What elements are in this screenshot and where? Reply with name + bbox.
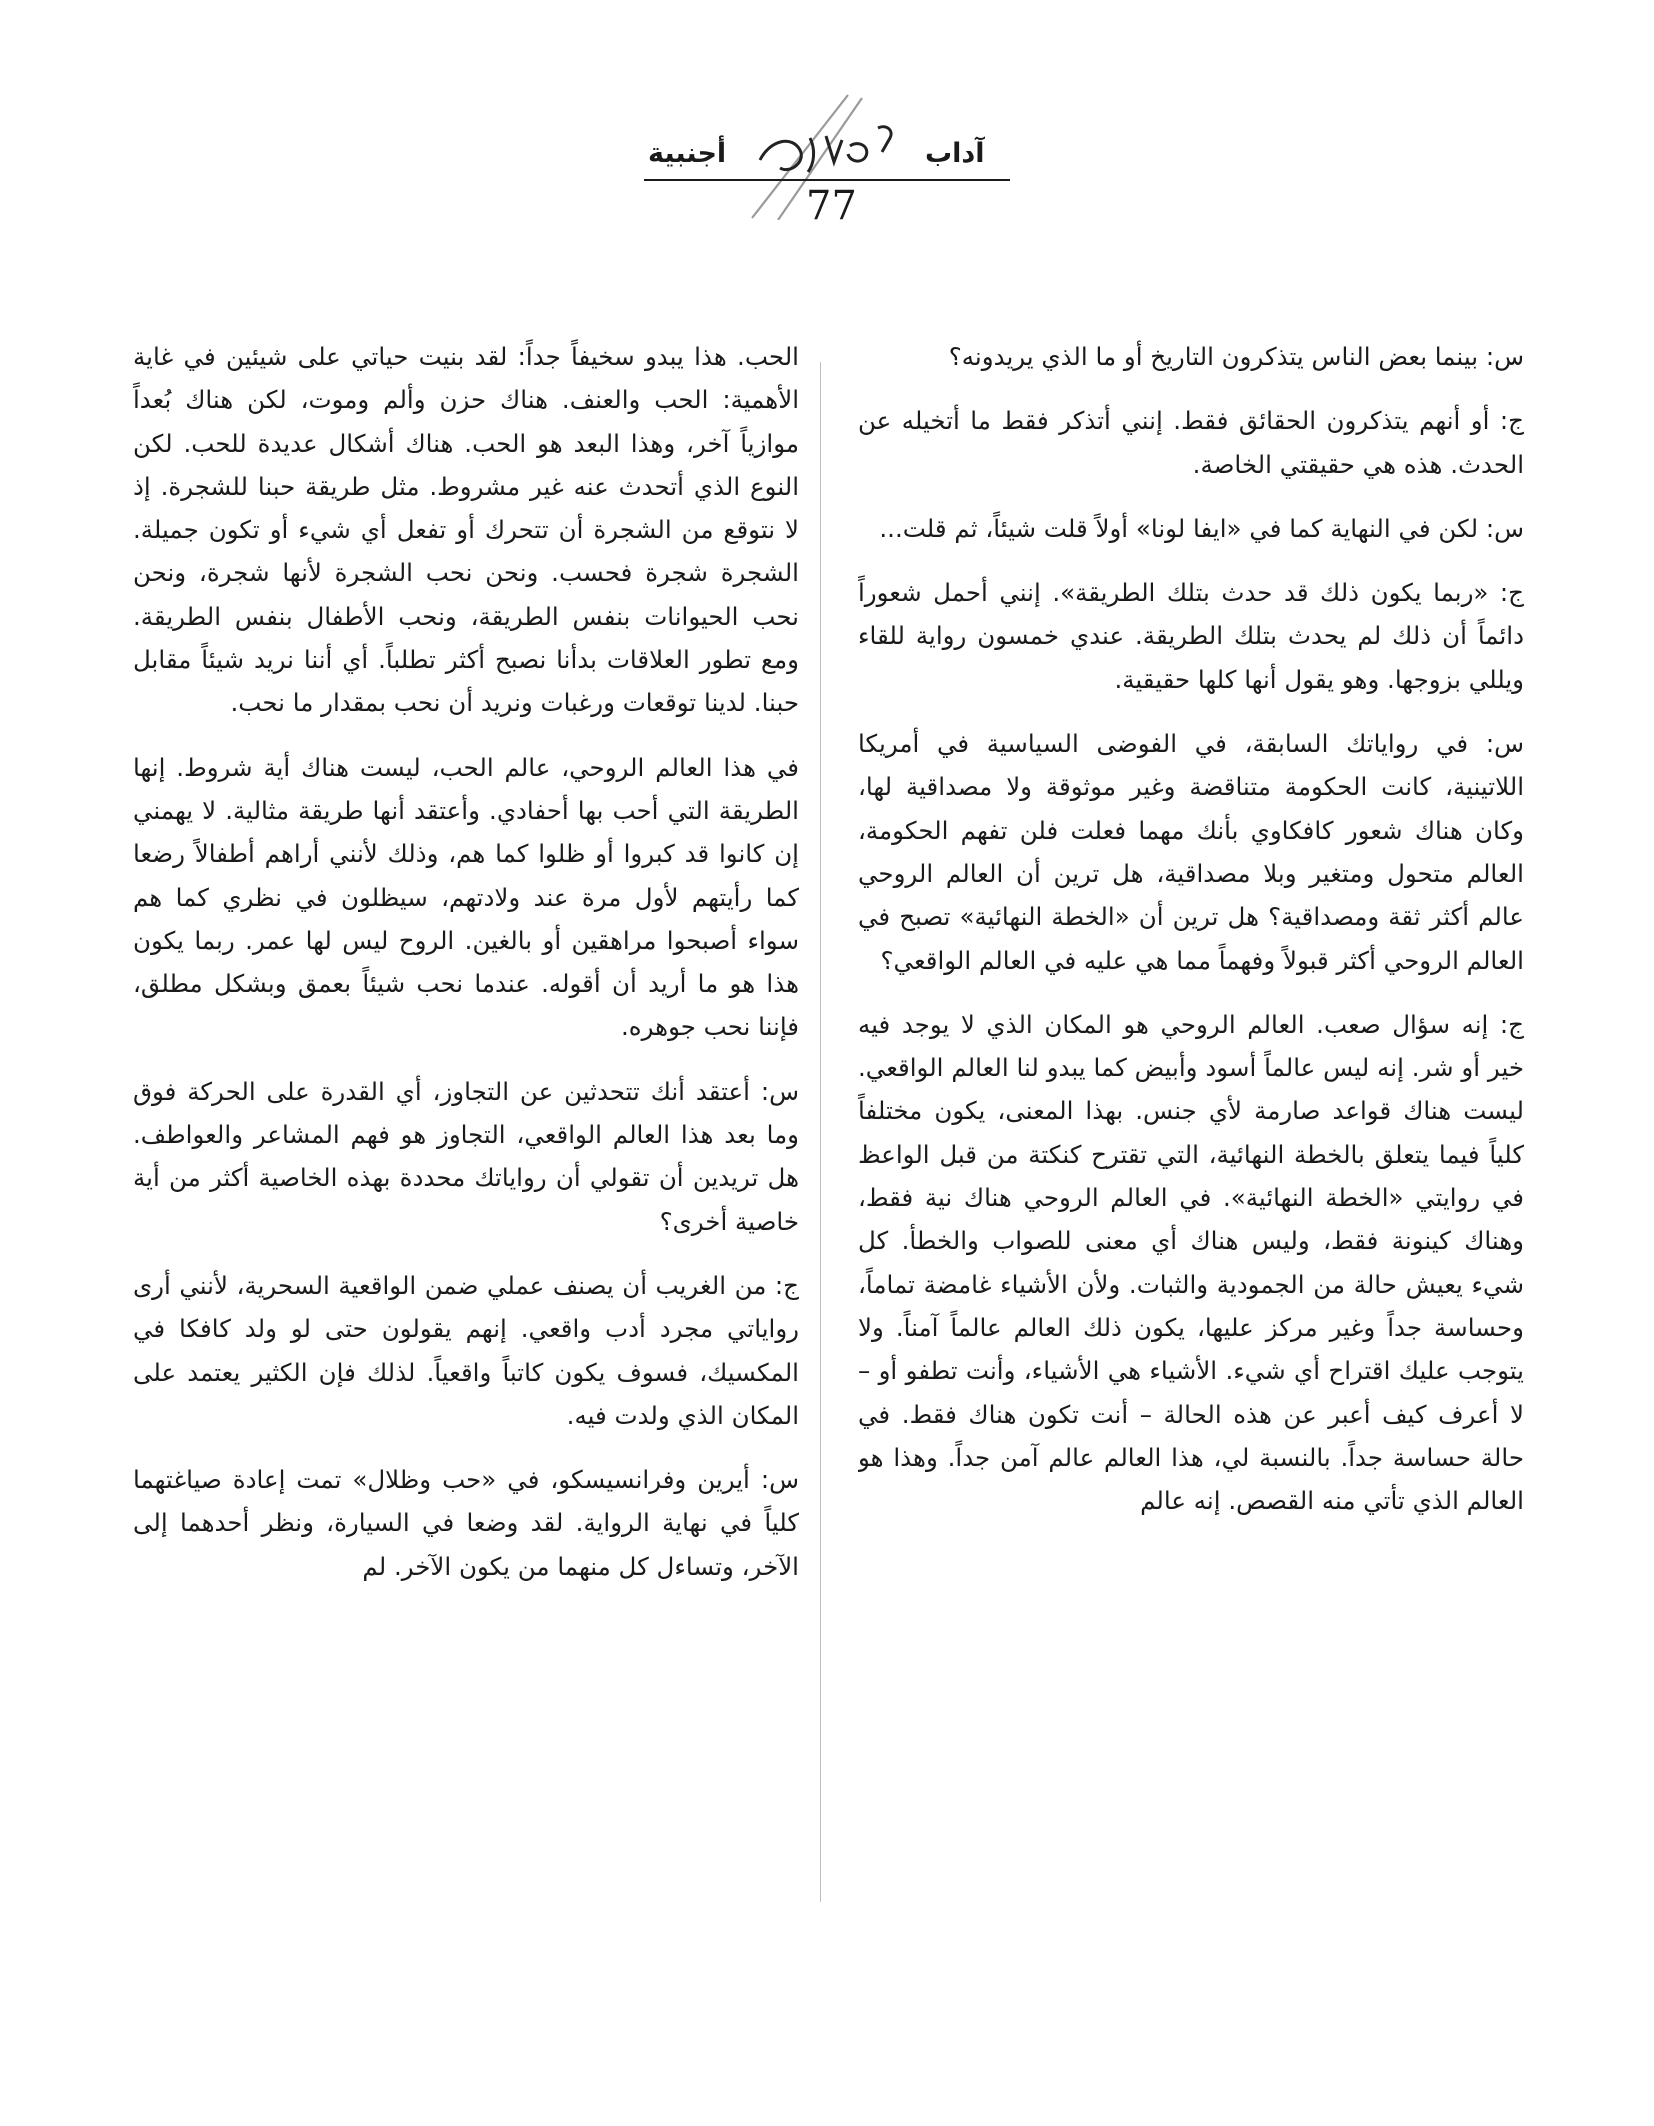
- page-number: 77: [806, 183, 857, 229]
- paragraph: الحب. هذا يبدو سخيفاً جداً: لقد بنيت حياتي على شيئين في غاية الأهمية: الحب والعنف. هناك حزن وألم وموت، لكن هناك بُعداً موازياً آخر، وهذا البعد هو الحب. هناك أشكال عديدة للحب. لكن النوع الذي أتحدث عنه غير مشروط. مثل طريقة حبنا للشجرة. إذ لا نتوقع من الشجرة أن تتحرك أو تفعل أي شيء أو تكون جميلة. الشجرة شجرة فحسب. ونحن نحب الشجرة لأنها شجرة، ونحن نحب الحيوانات بنفس الطريقة، ونحب الأطفال بنفس الطريقة. ومع تطور العلاقات بدأنا نصبح أكثر تطلباً. أي أننا نريد شيئاً مقابل حبنا. لدينا توقعات ورغبات ونريد أن نحب بمقدار ما نحب.: [133, 342, 799, 718]
- column-divider: [820, 362, 821, 1902]
- paragraph: ج: إنه سؤال صعب. العالم الروحي هو المكان الذي لا يوجد فيه خير أو شر. إنه ليس عالماً أسود وأبيض كما يبدو لنا العالم الواقعي. ليست هناك قواعد صارمة لأي جنس. بهذا المعنى، يكون مختلفاً كلياً فيما يتعلق بالخطة النهائية، التي تقترح كنكتة من قبل الواعظ في روايتي «الخطة النهائية». في العالم الروحي هناك نية فقط، وهناك كينونة فقط، وليس هناك أي معنى للصواب والخطأ. كل شيء يعيش حالة من الجمودية والثبات. ولأن الأشياء غامضة تماماً، وحساسة جداً وغير مركز عليها، يكون ذلك العالم عالماً آمناً. ولا يتوجب عليك اقتراح أي شيء. الأشياء هي الأشياء، وأنت تطفو أو – لا أعرف كيف أعبر عن هذه الحالة – أنت تكون هناك فقط. في حالة حساسة جداً. بالنسبة لي، هذا العالم عالم آمن جداً. وهذا هو العالم الذي تأتي منه القصص. إنه عالم: [858, 1009, 1524, 1516]
- paragraph: س: في رواياتك السابقة، في الفوضى السياسية في أمريكا اللاتينية، كانت الحكومة متناقضة وغير موثوقة ولا مصداقية لها، وكان هناك شعور كافكاوي بأنك مهما فعلت فلن تفهم الحكومة، العالم متحول ومتغير وبلا مصداقية، هل ترين أن العالم الروحي عالم أكثر ثقة ومصداقية؟ هل ترين أن «الخطة النهائية» تصبح في العالم الروحي أكثر قبولاً وفهماً مما هي عليه في العالم الواقعي؟: [858, 729, 1524, 975]
- paragraph: ج: من الغريب أن يصنف عملي ضمن الواقعية السحرية، لأنني أرى رواياتي مجرد أدب واقعي. إنهم يقولون حتى لو ولد كافكا في المكسيك، فسوف يكون كاتباً واقعياً. لذلك فإن الكثير يعتمد على المكان الذي ولدت فيه.: [133, 1270, 799, 1430]
- header-rule: [644, 179, 1010, 181]
- paragraph: ج: «ربما يكون ذلك قد حدث بتلك الطريقة». إنني أحمل شعوراً دائماً أن ذلك لم يحدث بتلك الطريقة. عندي خمسون رواية للقاء ويللي بزوجها. وهو يقول أنها كلها حقيقية.: [858, 578, 1524, 694]
- paragraph: في هذا العالم الروحي، عالم الحب، ليست هناك أية شروط. إنها الطريقة التي أحب بها أحفادي. وأعتقد أنها طريقة مثالية. لا يهمني إن كانوا قد كبروا أو ظلوا كما هم، وذلك لأنني أراهم أطفالاً رضعا كما رأيتهم لأول مرة عند ولادتهم، سيظلون في نظري كما هم سواء أصبحوا مراهقين أو بالغين. الروح ليس لها عمر. ربما يكون هذا هو ما أريد أن أقوله. عندما نحب شيئاً بعمق وبشكل مطلق، فإننا نحب جوهره.: [133, 752, 799, 1042]
- paragraph: س: أعتقد أنك تتحدثين عن التجاوز، أي القدرة على الحركة فوق وما بعد هذا العالم الواقعي، التجاوز هو فهم المشاعر والعواطف. هل تريدين أن تقولي أن رواياتك محددة بهذه الخاصية أكثر من أية خاصية أخرى؟: [133, 1076, 799, 1236]
- paragraph: س: لكن في النهاية كما في «ايفا لونا» أولاً قلت شيئاً، ثم قلت...: [879, 513, 1524, 543]
- page-header: [0, 80, 1654, 230]
- left-column: [133, 335, 799, 1915]
- header-word-adab: آداب: [925, 138, 985, 169]
- paragraph: س: أيرين وفرانسيسكو، في «حب وظلال» تمت إعادة صياغتهما كلياً في نهاية الرواية. لقد وضعا في السيارة، ونظر أحدهما إلى الآخر، وتساءل كل منهما من يكون الآخر. لم: [133, 1465, 799, 1581]
- right-column: [858, 335, 1524, 1915]
- paragraph: س: بينما بعض الناس يتذكرون التاريخ أو ما الذي يريدونه؟: [948, 342, 1524, 371]
- header-word-ajnabiya: أجنبية: [648, 138, 727, 169]
- paragraph: ج: أو أنهم يتذكرون الحقائق فقط. إنني أتذكر فقط ما أتخيله عن الحدث. هذه هي حقيقتي الخاصة.: [858, 406, 1524, 479]
